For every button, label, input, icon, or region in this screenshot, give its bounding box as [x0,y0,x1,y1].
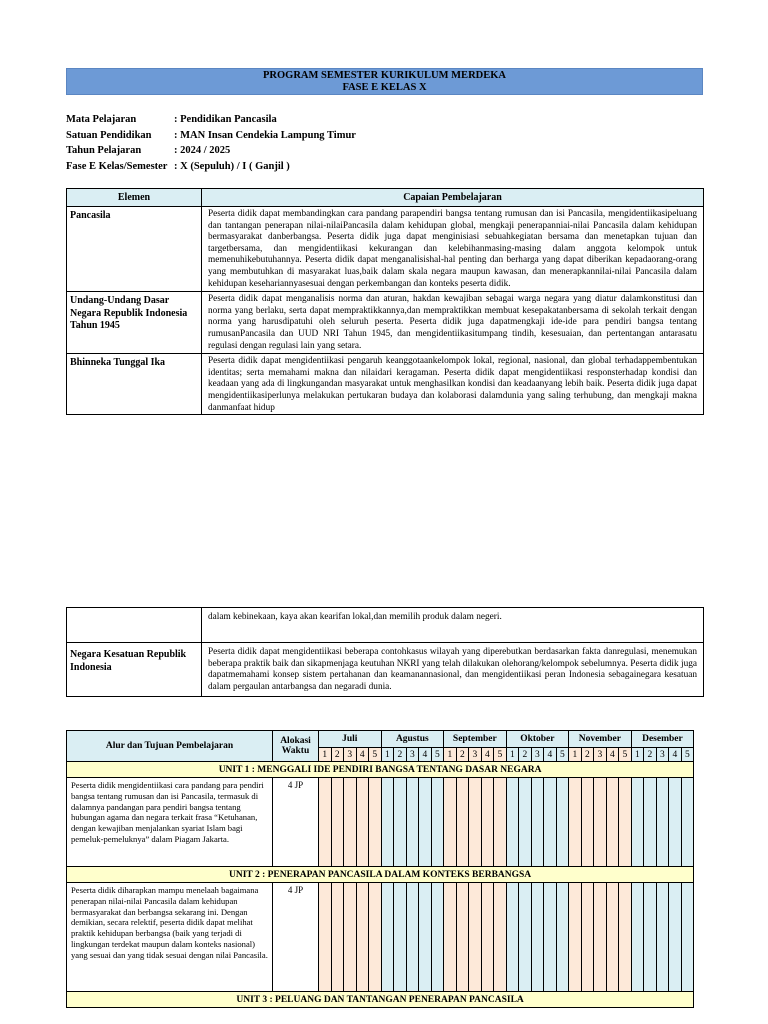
week-cell [406,778,419,867]
alokasi-header-line-2: Waktu [281,746,310,756]
meta-value: : Pendidikan Pancasila [174,114,277,125]
week-cell [681,883,694,992]
elemen-header: Elemen [67,189,202,207]
week-cell [431,883,444,992]
unit-title: UNIT 1 : MENGGALI IDE PENDIRI BANGSA TENTANG DASAR NEGARA [67,762,694,778]
meta-value: : MAN Insan Cendekia Lampung Timur [174,129,356,141]
capaian-header-row [67,189,704,207]
week-number: 2 [394,748,407,762]
meta-label: Satuan Pendidikan [66,129,152,141]
week-cell [331,778,344,867]
capaian-table [66,188,704,415]
week-cell [381,778,394,867]
week-cell [594,778,607,867]
week-number: 4 [606,748,619,762]
week-cell [656,778,669,867]
week-cell [456,883,469,992]
week-cell [531,778,544,867]
elemen-cell: Negara Kesatuan Republik Indonesia [67,643,202,697]
week-number: 5 [681,748,694,762]
week-number: 3 [469,748,482,762]
week-cell [469,883,482,992]
alokasi-cell: 4 JP [273,883,319,992]
elemen-cell: Bhinneka Tunggal Ika [67,354,202,415]
week-cell [644,778,657,867]
week-cell [556,778,569,867]
week-cell [519,778,532,867]
elemen-cell-empty [67,608,202,643]
week-cell [356,883,369,992]
week-cell [344,778,357,867]
alokasi-header-line-1: Alokasi [280,736,311,746]
week-cell [369,778,382,867]
week-number: 5 [431,748,444,762]
week-number: 4 [419,748,432,762]
week-number: 3 [594,748,607,762]
week-number: 4 [481,748,494,762]
week-number: 1 [506,748,519,762]
week-number: 3 [406,748,419,762]
week-cell [594,883,607,992]
week-number: 1 [381,748,394,762]
week-number: 2 [581,748,594,762]
week-cell [494,883,507,992]
week-cell [656,883,669,992]
meta-label: Mata Pelajaran [66,114,137,125]
week-cell [531,883,544,992]
unit-title: UNIT 2 : PENERAPAN PANCASILA DALAM KONTEKS BERBANGSA [67,867,694,883]
week-cell [431,778,444,867]
week-cell [581,883,594,992]
week-number: 1 [569,748,582,762]
title-line-1: PROGRAM SEMESTER KURIKULUM MERDEKA [263,70,506,81]
week-cell [394,883,407,992]
week-cell [344,883,357,992]
week-cell [619,778,632,867]
month-header: Juli [319,731,382,748]
week-number: 1 [631,748,644,762]
week-number: 4 [669,748,682,762]
atp-table [66,730,694,1008]
week-cell [556,883,569,992]
week-cell [406,883,419,992]
week-cell [606,778,619,867]
meta-row [66,143,356,159]
week-cell [619,883,632,992]
week-cell [631,883,644,992]
unit-title: UNIT 3 : PELUANG DAN TANTANGAN PENERAPAN PANCASILA [67,992,694,1008]
month-header: Oktober [506,731,569,748]
week-number: 1 [444,748,457,762]
week-cell [494,778,507,867]
week-number: 2 [644,748,657,762]
week-number: 2 [456,748,469,762]
alokasi-header [273,731,319,762]
week-cell [569,778,582,867]
week-cell [331,883,344,992]
week-cell [469,778,482,867]
elemen-cell: Undang-Undang Dasar Negara Republik Indonesia Tahun 1945 [67,292,202,354]
month-header: Desember [631,731,694,748]
month-header: September [444,731,507,748]
capaian-row [67,608,704,643]
week-cell [381,883,394,992]
elemen-cell: Pancasila [67,207,202,292]
week-number: 3 [531,748,544,762]
week-number: 1 [319,748,332,762]
week-number: 2 [519,748,532,762]
week-number: 5 [556,748,569,762]
atp-text: Peserta didik mengidentiikasi cara pandang para pendiri bangsa tentang rumusan dan isi Pancasila, termasuk di dalamnya pandangan para pendiri bangsa tentang hubungan agama dan negara terkait frasa “Ketuhanan, dengan kewajiban menjalankan syariat Islam bagi pemeluk-pemeluknya” dalam Piagam Jakarta. [67,778,273,867]
week-cell [519,883,532,992]
week-cell [481,778,494,867]
capaian-cell: Peserta didik dapat membandingkan cara pandang parapendiri bangsa tentang rumusan dan isi Pancasila, mengidentiikasipeluang dan tantangan penerapan nilai-nilaiPancasila dalam kehidupan global, mengkaji penerapanniai-nilai Pancasila dalam kehidupan bermasyarakat danberbangsa. Peserta didik juga dapat menginisiasi sebuahkegiatan bersama dan menetapkan tujuan dan targetbersama, dan mengidentiikasi kekurangan dan kelebihanmasing-masing dalam anggota kelompok untuk memenuhikebutuhannya. Peserta didik dapat menganalisishal-hal penting dan berharga yang dapat diberikan kepadaorang-orang yang membutuhkan di masyarakat luas,baik dalam skala negara maupun kawasan, dan menerapkannilai-nilai Pancasila dalam kehidupan kesehariannyasesuai dengan perkembangan dan konteks peserta didik. [202,207,704,292]
document-meta [66,112,356,174]
meta-value: : X (Sepuluh) / I ( Ganjil ) [174,160,290,172]
capaian-row [67,292,704,354]
week-cell [444,778,457,867]
atp-row [67,883,694,992]
atp-header: Alur dan Tujuan Pembelajaran [67,731,273,762]
week-cell [319,883,332,992]
meta-row [66,159,356,175]
week-cell [456,778,469,867]
week-number: 4 [544,748,557,762]
week-cell [669,778,682,867]
capaian-cell [202,354,704,415]
week-cell [544,883,557,992]
week-cell [444,883,457,992]
week-cell [419,778,432,867]
week-number: 3 [344,748,357,762]
week-cell [631,778,644,867]
month-header: Agustus [381,731,444,748]
capaian-text-clipped: Peserta didik dapat mengidentiikasi pengaruh keanggotaankelompok lokal, regional, nasional, dan global terhadappembentukan identitas; serta memahami makna dan nilaidari keragaman. Peserta didik dapat mengidentiikasi responsterhadap kondisi dan keadaan yang ada di lingkungandan masyarakat untuk menghasilkan kondisi dan keadaanyang lebih baik. Peserta didik juga dapat mengidentiikasiperlunya melakukan pertukaran budaya dan kolaborasi dalamdunia yang saling terhubung, dan mengkaji makna danmanfaat hidup [208,356,697,413]
week-number: 5 [494,748,507,762]
week-cell [369,883,382,992]
week-cell [669,883,682,992]
week-cell [681,778,694,867]
capaian-header: Capaian Pembelajaran [202,189,704,207]
week-cell [394,778,407,867]
capaian-cell: Peserta didik dapat menganalisis norma dan aturan, hakdan kewajiban sebagai warga negara yang diatur dalamkonstitusi dan norma yang berlaku, serta dapat mempraktikkannya,dan mempraktikkan membuat kesepakatanbersama di sekolah terkait dengan norma yang harusdipatuhi oleh seluruh peserta. Peserta didik juga dapatmengkaji ide-ide para pendiri bangsa tentang rumusanPancasila dan UUD NRI Tahun 1945, dan mengidentiikasitumpang tindih, kesesuaian, dan pertentangan antarasatu regulasi dengan regulasi lain yang setara. [202,292,704,354]
meta-row [66,112,356,128]
week-cell [481,883,494,992]
week-cell [319,778,332,867]
title-line-2: FASE E KELAS X [342,82,427,93]
capaian-row [67,643,704,697]
week-cell [569,883,582,992]
week-cell [581,778,594,867]
week-number: 2 [331,748,344,762]
week-cell [356,778,369,867]
atp-row [67,778,694,867]
week-cell [419,883,432,992]
meta-label: Tahun Pelajaran [66,145,142,156]
document-title [66,68,703,95]
week-cell [506,883,519,992]
week-number: 5 [619,748,632,762]
week-number: 4 [356,748,369,762]
meta-value: : 2024 / 2025 [174,145,231,156]
atp-text: Peserta didik diharapkan mampu menelaah bagaimana penerapan nilai-nilai Pancasila dalam kehidupan bermasyarakat dan berbangsa sekarang ini. Dengan demikian, secara relektif, peserta didik dapat melihat praktik kehidupan berbangsa (baik yang terjadi di lingkungan terdekat maupun dalam konteks nasional) yang sesuai dan yang tidak sesuai dengan nilai Pancasila. [67,883,273,992]
meta-label: Fase E Kelas/Semester [66,160,168,172]
alokasi-cell: 4 JP [273,778,319,867]
week-cell [544,778,557,867]
capaian-row [67,207,704,292]
capaian-cell: dalam kebinekaan, kaya akan kearifan lokal,dan memilih produk dalam negeri. [202,608,704,643]
week-number: 3 [656,748,669,762]
week-cell [644,883,657,992]
capaian-row [67,354,704,415]
capaian-cell: Peserta didik dapat mengidentiikasi beberapa contohkasus wilayah yang diperebutkan berdasarkan fakta danregulasi, menemukan beberapa praktik baik dan sikapmenjaga keutuhan NKRI yang telah dilakukan olehorang/kelompok sebelumnya. Peserta didik juga dapatmemahami konsep sistem pertahanan dan keamanannasional, dan mengidentiikasi peran Indonesia sebagainegara kesatuan dalam pergaulan antarbangsa dan negaradi dunia. [202,643,704,697]
meta-row [66,128,356,144]
week-number: 5 [369,748,382,762]
week-cell [606,883,619,992]
week-cell [506,778,519,867]
month-header: November [569,731,632,748]
capaian-table-continued [66,607,704,697]
